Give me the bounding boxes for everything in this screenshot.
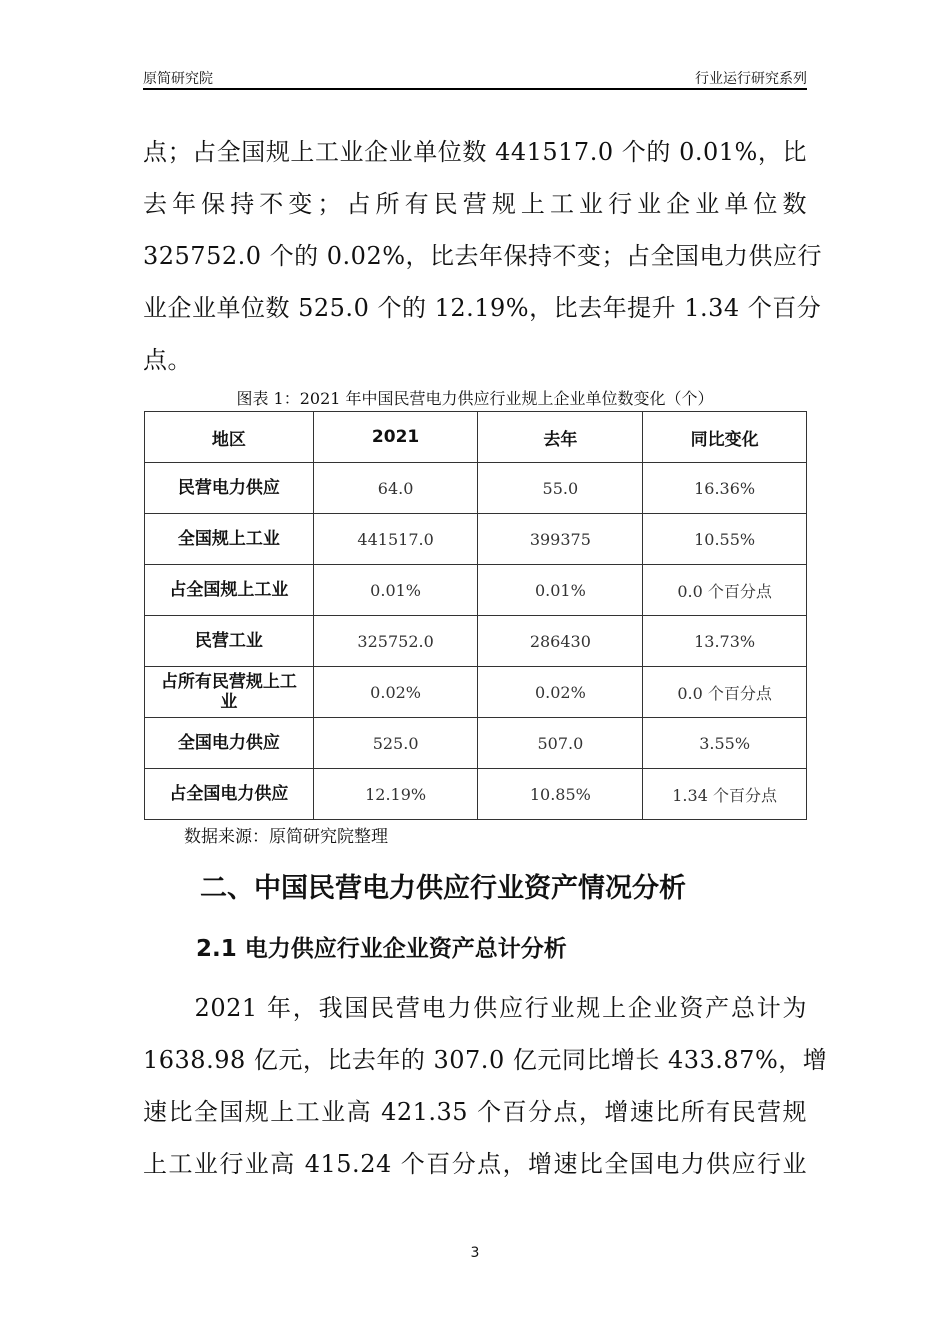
row-label: 全国规上工业 bbox=[145, 514, 314, 565]
column-header-2021: 2021 bbox=[313, 412, 478, 463]
cell-yoy-change: 0.0 个百分点 bbox=[643, 565, 807, 616]
cell-2021: 525.0 bbox=[313, 718, 478, 769]
cell-2021: 325752.0 bbox=[313, 616, 478, 667]
table-header-row bbox=[145, 412, 807, 463]
paragraph-line: 1638.98 亿元，比去年的 307.0 亿元同比增长 433.87%，增 bbox=[143, 1046, 828, 1074]
paragraph-line: 去年保持不变；占所有民营规上工业行业企业单位数 bbox=[143, 190, 807, 218]
cell-yoy-change: 3.55% bbox=[643, 718, 807, 769]
cell-last-year: 286430 bbox=[478, 616, 643, 667]
column-header-last-year: 去年 bbox=[478, 412, 643, 463]
cell-last-year: 507.0 bbox=[478, 718, 643, 769]
cell-yoy-change: 16.36% bbox=[643, 463, 807, 514]
page-header bbox=[143, 66, 807, 90]
subsection-heading: 2.1 电力供应行业企业资产总计分析 bbox=[196, 936, 567, 962]
paragraph-line: 点。 bbox=[143, 346, 192, 374]
table-caption: 图表 1：2021 年中国民营电力供应行业规上企业单位数变化（个） bbox=[236, 389, 714, 408]
cell-2021: 12.19% bbox=[313, 769, 478, 820]
cell-2021: 441517.0 bbox=[313, 514, 478, 565]
table-row bbox=[145, 514, 807, 565]
intro-paragraph bbox=[143, 126, 823, 386]
page-number: 3 bbox=[470, 1245, 480, 1261]
paragraph-line: 325752.0 个的 0.02%，比去年保持不变；占全国电力供应行 bbox=[143, 242, 823, 270]
row-label: 占全国电力供应 bbox=[145, 769, 314, 820]
cell-last-year: 10.85% bbox=[478, 769, 643, 820]
section-heading: 二、中国民营电力供应行业资产情况分析 bbox=[200, 873, 686, 904]
row-label: 全国电力供应 bbox=[145, 718, 314, 769]
body-paragraph bbox=[143, 982, 828, 1190]
paragraph-line: 速比全国规上工业高 421.35 个百分点，增速比所有民营规 bbox=[143, 1098, 807, 1126]
table-row bbox=[145, 718, 807, 769]
table-row bbox=[145, 616, 807, 667]
header-series-name: 行业运行研究系列 bbox=[695, 71, 807, 87]
row-label: 占所有民营规上工业 bbox=[145, 667, 314, 718]
cell-2021: 0.02% bbox=[313, 667, 478, 718]
header-org-name: 原简研究院 bbox=[143, 71, 213, 87]
table-row bbox=[145, 667, 807, 718]
cell-last-year: 0.02% bbox=[478, 667, 643, 718]
cell-yoy-change: 10.55% bbox=[643, 514, 807, 565]
cell-yoy-change: 13.73% bbox=[643, 616, 807, 667]
column-header-yoy-change: 同比变化 bbox=[643, 412, 807, 463]
cell-yoy-change: 1.34 个百分点 bbox=[643, 769, 807, 820]
paragraph-line: 上工业行业高 415.24 个百分点，增速比全国电力供应行业 bbox=[143, 1150, 807, 1178]
row-label: 占全国规上工业 bbox=[145, 565, 314, 616]
table-row bbox=[145, 463, 807, 514]
row-label: 民营工业 bbox=[145, 616, 314, 667]
cell-last-year: 399375 bbox=[478, 514, 643, 565]
paragraph-line: 点；占全国规上工业企业单位数 441517.0 个的 0.01%，比 bbox=[143, 138, 807, 166]
table-row bbox=[145, 769, 807, 820]
paragraph-line: 业企业单位数 525.0 个的 12.19%，比去年提升 1.34 个百分 bbox=[143, 294, 822, 322]
paragraph-line: 2021 年，我国民营电力供应行业规上企业资产总计为 bbox=[143, 994, 807, 1022]
cell-yoy-change: 0.0 个百分点 bbox=[643, 667, 807, 718]
cell-last-year: 0.01% bbox=[478, 565, 643, 616]
cell-2021: 0.01% bbox=[313, 565, 478, 616]
data-source-note: 数据来源：原简研究院整理 bbox=[184, 827, 388, 847]
cell-2021: 64.0 bbox=[313, 463, 478, 514]
enterprise-count-table bbox=[144, 411, 807, 820]
row-label: 民营电力供应 bbox=[145, 463, 314, 514]
column-header-region: 地区 bbox=[145, 412, 314, 463]
cell-last-year: 55.0 bbox=[478, 463, 643, 514]
table-row bbox=[145, 565, 807, 616]
